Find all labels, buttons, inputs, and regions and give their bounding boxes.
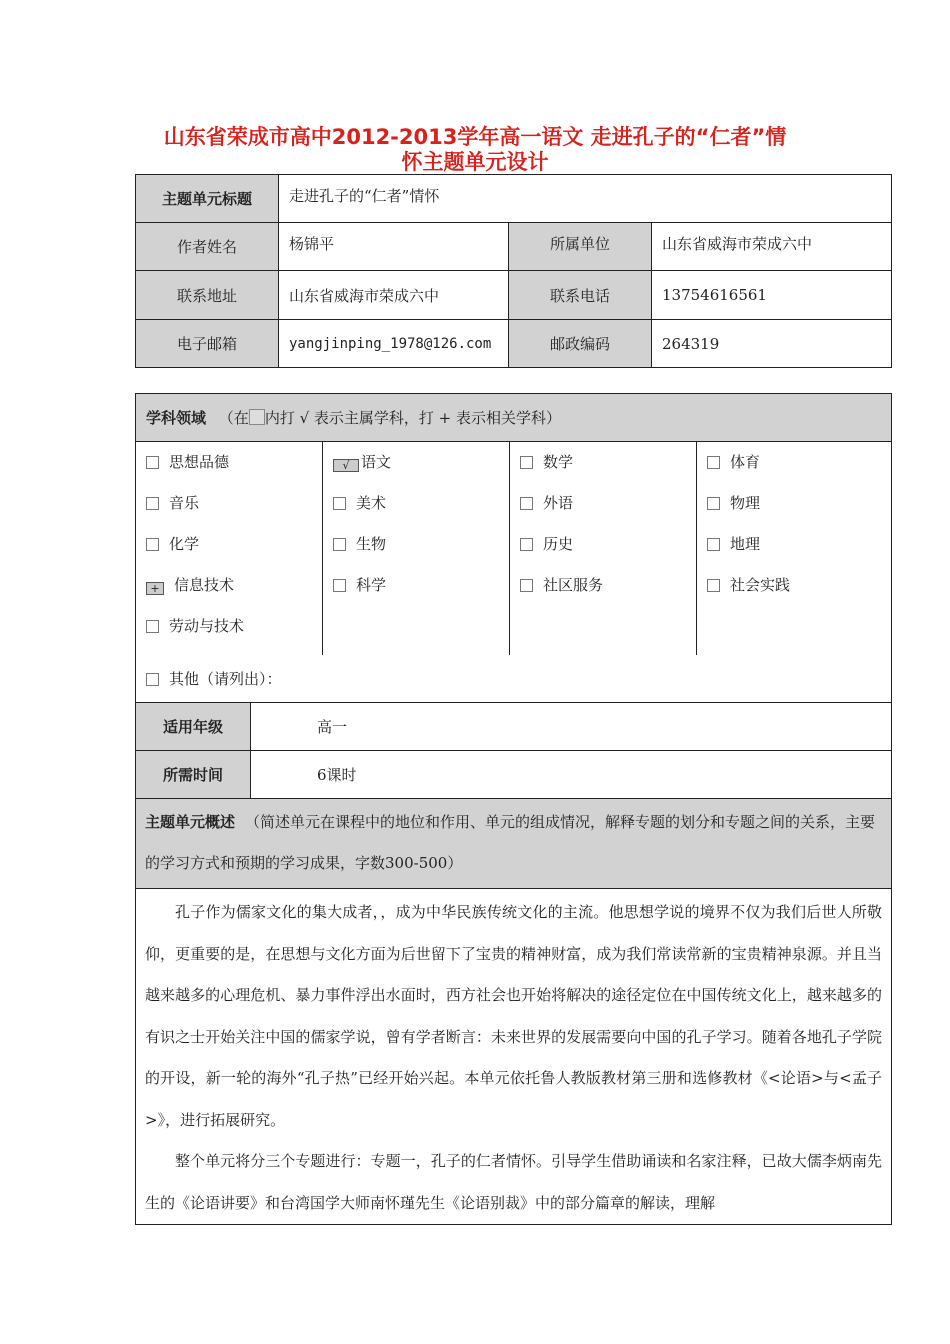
unit-value: 山东省威海市荣成六中: [652, 223, 892, 271]
subject-header-label: 学科领域: [146, 409, 207, 427]
subject-item[interactable]: 音乐: [136, 483, 322, 524]
checkbox-icon[interactable]: [707, 456, 720, 469]
subject-column-2: [323, 442, 510, 655]
checkbox-checked-icon[interactable]: √: [333, 459, 359, 472]
checkbox-icon[interactable]: [707, 579, 720, 592]
checkbox-icon[interactable]: [707, 538, 720, 551]
subject-item[interactable]: + 信息技术: [136, 565, 322, 606]
time-label: 所需时间: [136, 751, 251, 799]
postcode-label: 邮政编码: [509, 320, 652, 368]
time-value: 6课时: [251, 751, 892, 799]
email-label: 电子邮箱: [136, 320, 279, 368]
subject-item[interactable]: 科学: [323, 565, 509, 606]
checkbox-plus-icon[interactable]: +: [146, 582, 164, 595]
topic-label: 主题单元标题: [136, 175, 279, 223]
subject-item[interactable]: 美术: [323, 483, 509, 524]
subject-item[interactable]: 地理: [697, 524, 891, 565]
postcode-value: 264319: [652, 320, 892, 368]
grade-value: 高一: [251, 703, 892, 751]
phone-label: 联系电话: [509, 271, 652, 320]
checkbox-icon[interactable]: [520, 456, 533, 469]
subject-column-1: [136, 442, 323, 655]
subject-header-note-a: （在: [218, 409, 249, 427]
address-label: 联系地址: [136, 271, 279, 320]
subject-item[interactable]: 思想品德: [136, 442, 322, 483]
checkbox-icon[interactable]: [146, 620, 159, 633]
subject-column-4: [697, 442, 892, 655]
info-table: [135, 174, 892, 368]
subject-item[interactable]: 体育: [697, 442, 891, 483]
subject-item[interactable]: 数学: [510, 442, 696, 483]
subject-item[interactable]: 社区服务: [510, 565, 696, 606]
grade-label: 适用年级: [136, 703, 251, 751]
overview-paragraph: 整个单元将分三个专题进行：专题一，孔子的仁者情怀。引导学生借助诵读和名家注释，已故大儒李炳南先生的《论语讲要》和台湾国学大师南怀瑾先生《论语别裁》中的部分篇章的解读，理解: [145, 1152, 882, 1212]
subject-other[interactable]: [136, 655, 892, 703]
overview-label: 主题单元概述: [145, 813, 236, 831]
subject-item[interactable]: 化学: [136, 524, 322, 565]
subject-item[interactable]: 社会实践: [697, 565, 891, 606]
email-value: yangjinping_1978@126.com: [279, 320, 509, 368]
subject-item[interactable]: 外语: [510, 483, 696, 524]
checkbox-icon[interactable]: [146, 497, 159, 510]
phone-value: 13754616561: [652, 271, 892, 320]
checkbox-icon[interactable]: [520, 497, 533, 510]
checkbox-icon[interactable]: [333, 497, 346, 510]
author-value: 杨锦平: [279, 223, 509, 271]
subject-header: [136, 394, 892, 442]
subject-item[interactable]: 物理: [697, 483, 891, 524]
checkbox-icon[interactable]: [707, 497, 720, 510]
overview-paragraph: 孔子作为儒家文化的集大成者，，成为中华民族传统文化的主流。他思想学说的境界不仅为我们后世人所敬仰，更重要的是，在思想与文化方面为后世留下了宝贵的精神财富，成为我们常读常新的宝贵精神泉源。并且当越来越多的心理危机、暴力事件浮出水面时，西方社会也开始将解决的途径定位在中国传统文化上，越来越多的有识之士开始关注中国的儒家学说，曾有学者断言：未来世界的发展需要向中国的孔子学习。随着各地孔子学院的开设，新一轮的海外“孔子热”已经开始兴起。本单元依托鲁人教版教材第三册和选修教材《<论语>与<孟子>》，进行拓展研究。: [145, 903, 882, 1129]
subject-item[interactable]: 历史: [510, 524, 696, 565]
overview-body: [136, 889, 892, 1225]
unit-label: 所属单位: [509, 223, 652, 271]
author-label: 作者姓名: [136, 223, 279, 271]
topic-value: 走进孔子的“仁者”情怀: [279, 175, 892, 223]
checkbox-icon[interactable]: [333, 579, 346, 592]
subject-item[interactable]: 生物: [323, 524, 509, 565]
subject-header-note-b: 内打 √ 表示主属学科，打 + 表示相关学科）: [264, 409, 562, 427]
subject-item[interactable]: √ 语文: [323, 442, 509, 483]
subject-table: [135, 393, 892, 1225]
checkbox-icon[interactable]: [146, 456, 159, 469]
overview-header: [136, 799, 892, 889]
document-title-line2: 怀主题单元设计: [401, 150, 549, 174]
overview-note: （简述单元在课程中的地位和作用、单元的组成情况，解释专题的划分和专题之间的关系，主要的学习方式和预期的学习成果，字数300-500）: [145, 813, 876, 872]
checkbox-icon[interactable]: [520, 538, 533, 551]
subject-item[interactable]: 劳动与技术: [136, 606, 322, 647]
checkbox-icon[interactable]: [146, 673, 159, 686]
subject-other-label: 其他（请列出）：: [169, 669, 282, 688]
subject-column-3: [510, 442, 697, 655]
checkbox-icon[interactable]: [520, 579, 533, 592]
checkbox-icon[interactable]: [146, 538, 159, 551]
document-title-line1: 山东省荣成市高中2012-2013学年高一语文 走进孔子的“仁者”情: [163, 125, 787, 149]
address-value: 山东省威海市荣成六中: [279, 271, 509, 320]
checkbox-icon[interactable]: [333, 538, 346, 551]
checkbox-sample-icon: [249, 409, 265, 425]
